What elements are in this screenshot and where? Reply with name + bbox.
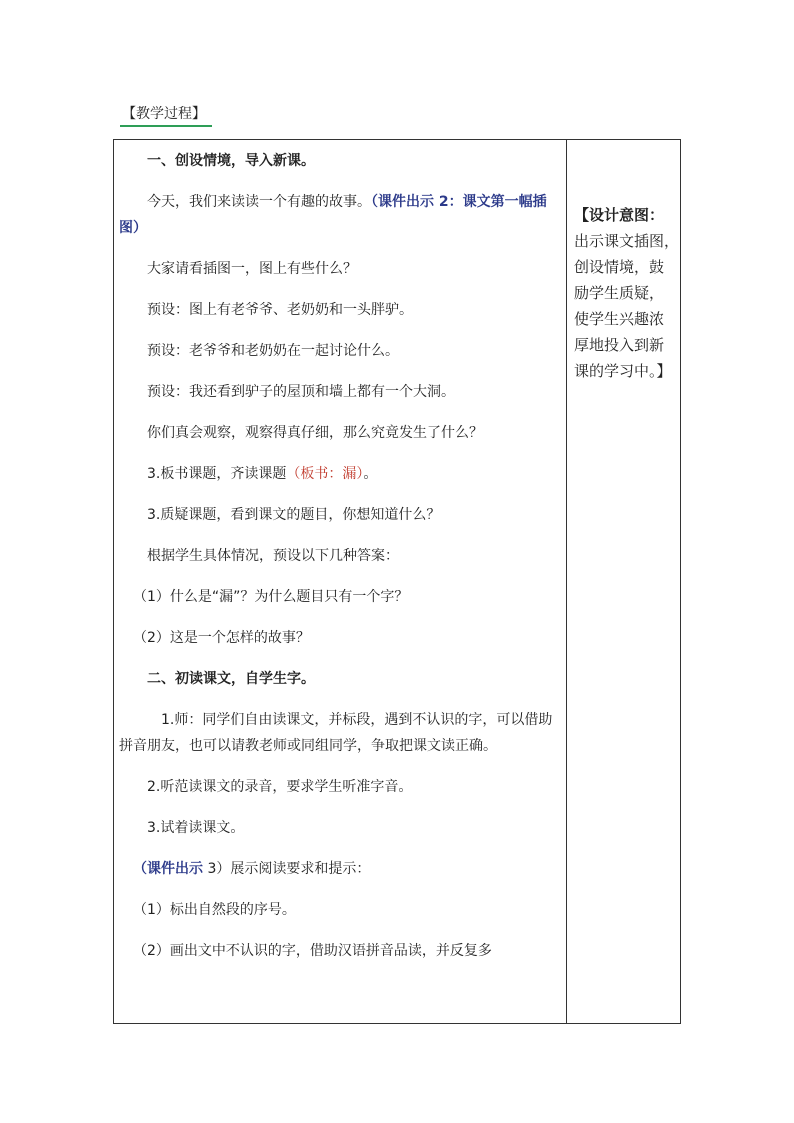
paragraph-question-title: 3.质疑课题，看到课文的题目，你想知道什么？: [147, 507, 441, 523]
paragraph-preset-answers: 根据学生具体情况，预设以下几种答案：: [147, 548, 399, 564]
paragraph-step-1: （1）标出自然段的序号。: [133, 902, 296, 918]
paragraph-answer-2: （2）这是一个怎样的故事？: [133, 630, 310, 646]
board-title-end: 。: [363, 466, 378, 482]
board-note: （板书：漏）: [286, 466, 364, 482]
design-intent-line-5: 厚地投入到新: [574, 336, 665, 354]
lesson-table: [113, 139, 681, 1024]
courseware-number-3: 3）: [203, 861, 231, 877]
paragraph-question-picture: 大家请看插图一，图上有些什么？: [147, 261, 357, 277]
paragraph-preset-1: 预设：图上有老爷爷、老奶奶和一头胖驴。: [147, 302, 413, 318]
design-intent-line-3: 励学生质疑，: [574, 284, 665, 302]
paragraph-try-reading: 3.试着读课文。: [147, 820, 245, 836]
paragraph-preset-3: 预设：我还看到驴子的屋顶和墙上都有一个大洞。: [147, 384, 455, 400]
board-title-text: 3.板书课题，齐读课题: [147, 466, 287, 482]
teaching-process-cell: [114, 140, 567, 1023]
paragraph-story-intro: [119, 189, 561, 241]
design-intent-line-4: 使学生兴趣浓: [574, 310, 665, 328]
design-intent-line-1: 出示课文插图，: [574, 232, 680, 250]
paragraph-preset-2: 预设：老爷爷和老奶奶在一起讨论什么。: [147, 343, 399, 359]
design-intent-title: 【设计意图：: [574, 206, 665, 224]
paragraph-observe: 你们真会观察，观察得真仔细，那么究竟发生了什么？: [147, 425, 483, 441]
design-intent-line-6: 课的学习中。】: [574, 362, 672, 380]
courseware-3-text: 展示阅读要求和提示：: [230, 861, 371, 877]
paragraph-answer-1: （1）什么是“漏”？为什么题目只有一个字？: [133, 589, 409, 605]
paragraph-courseware-3: [119, 856, 561, 882]
design-intent-cell: [567, 140, 680, 1023]
heading-intro: 一、创设情境，导入新课。: [147, 153, 315, 169]
paragraph-board-title: [119, 461, 561, 487]
paragraph-step-2: （2）画出文中不认识的字，借助汉语拼音品读，并反复多: [133, 943, 492, 959]
paragraph-free-reading: 1.师：同学们自由读课文，并标段，遇到不认识的字，可以借助拼音朋友，也可以请教老师或同组同学，争取把课文读正确。: [119, 712, 553, 754]
paragraph-listen: 2.听范读课文的录音，要求学生听准字音。: [147, 779, 413, 795]
courseware-hint-2: （课件出示 2：课文第一幅插图）: [119, 194, 547, 236]
story-intro-text: 今天，我们来读读一个有趣的故事。: [147, 194, 371, 210]
courseware-hint-3: （课件出示: [133, 861, 203, 877]
section-title: 【教学过程】: [120, 104, 212, 127]
design-intent-line-2: 创设情境，鼓: [574, 258, 665, 276]
heading-first-reading: 二、初读课文，自学生字。: [147, 671, 315, 687]
